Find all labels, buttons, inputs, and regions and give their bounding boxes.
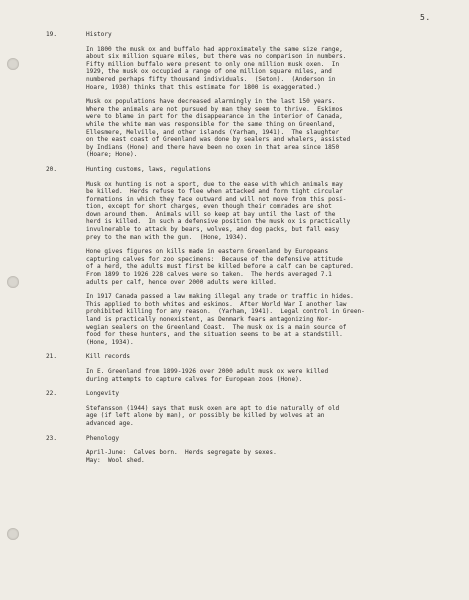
paragraph: In 1800 the musk ox and buffalo had approximately the same size range, about six million square miles, but there was no comparison in numbers. Fifty million buffalo were present to only one million musk oxen. In 1929, the musk ox occupied a range of one million square miles, and numbered perhaps fifty thousand individuals. (Seton). (Anderson in Hoare, 1930) thinks that this estimate for 1800 is exaggerated.) bbox=[86, 45, 347, 91]
section-heading bbox=[46, 31, 456, 39]
punch-hole bbox=[7, 58, 19, 70]
section bbox=[46, 166, 456, 346]
section bbox=[46, 31, 456, 159]
section-number: 19. bbox=[46, 31, 58, 38]
section-title: Longevity bbox=[86, 390, 120, 398]
section-heading bbox=[46, 353, 456, 361]
section-heading bbox=[46, 390, 456, 398]
section-title: History bbox=[86, 31, 112, 38]
paragraph: In 1917 Canada passed a law making illegal any trade or traffic in hides. This applied to both whites and eskimos. After World War I another law prohibited killing for any reason. (Yarham, 1941). Legal control in Green- land is practically nonexistent, as Denmark fears antagonizing Nor- wegian sealers on the Greenland Coast. The musk ox is a main source of food for these hunters, and the situation seems to be at a standstill. (Hone, 1934). bbox=[86, 293, 365, 346]
paragraph: In E. Greenland from 1899-1926 over 2000 adult musk ox were killed during attempts to capture calves for European zoos (Hone). bbox=[86, 367, 329, 383]
page-number: 5. bbox=[420, 13, 431, 22]
punch-hole bbox=[7, 528, 19, 540]
section-heading bbox=[46, 435, 456, 443]
paragraph: Hone gives figures on kills made in eastern Greenland by Europeans capturing calves for zoo specimens: Because of the defensive attitude of a herd, the adults must first be killed before a calf can be captured. From 1899 to 1926 228 calves were so taken. The herds averaged 7.1 adults per calf, hence over 2000 adults were killed. bbox=[86, 248, 354, 286]
section-heading bbox=[46, 166, 456, 174]
paragraph: Stefansson (1944) says that musk oxen are apt to die naturally of old age (if left alone by man), or possibly be killed by wolves at an advanced age. bbox=[86, 404, 340, 427]
section bbox=[46, 353, 456, 383]
section-number: 23. bbox=[46, 434, 58, 442]
document-body bbox=[46, 31, 456, 471]
section-title: Kill records bbox=[86, 353, 131, 361]
section bbox=[46, 435, 456, 465]
paragraph: Musk ox hunting is not a sport, due to the ease with which animals may be killed. Herds refuse to flee when attacked and form tight circular formations in which they face outward and will not move from this posi- tion, except for short charges, even though their comrades are shot down around them. Animals will so keep at bay until the last of the herd is killed. In such a defensive position the musk ox is practically invulnerable to attack by bears, wolves, and dog packs, but fall easy prey to the man with the gun. (Hone, 1934). bbox=[86, 180, 351, 241]
paragraph: Musk ox populations have decreased alarmingly in the last 150 years. Where the animals are not pursued by man they seem to thrive. Eskimos were to blame in part for the disappearance in the interior of Canada, while the white man was responsible for the same thing on Greenland, Ellesmere, Melville, and other islands (Yarham, 1941). The slaughter on the east coast of Greenland was done by sealers and whalers, assisted by Indians (Hone) and there have been no oxen in that area since 1850 (Hoare; Hone). bbox=[86, 98, 351, 159]
paragraph: April-June: Calves born. Herds segregate by sexes. May: Wool shed. bbox=[86, 449, 277, 464]
section-number: 20. bbox=[46, 165, 58, 173]
section bbox=[46, 390, 456, 427]
punch-hole bbox=[7, 276, 19, 288]
section-title: Hunting customs, laws, regulations bbox=[86, 165, 211, 173]
section-number: 21. bbox=[46, 353, 58, 361]
section-title: Phenology bbox=[86, 434, 120, 442]
section-number: 22. bbox=[46, 390, 58, 398]
